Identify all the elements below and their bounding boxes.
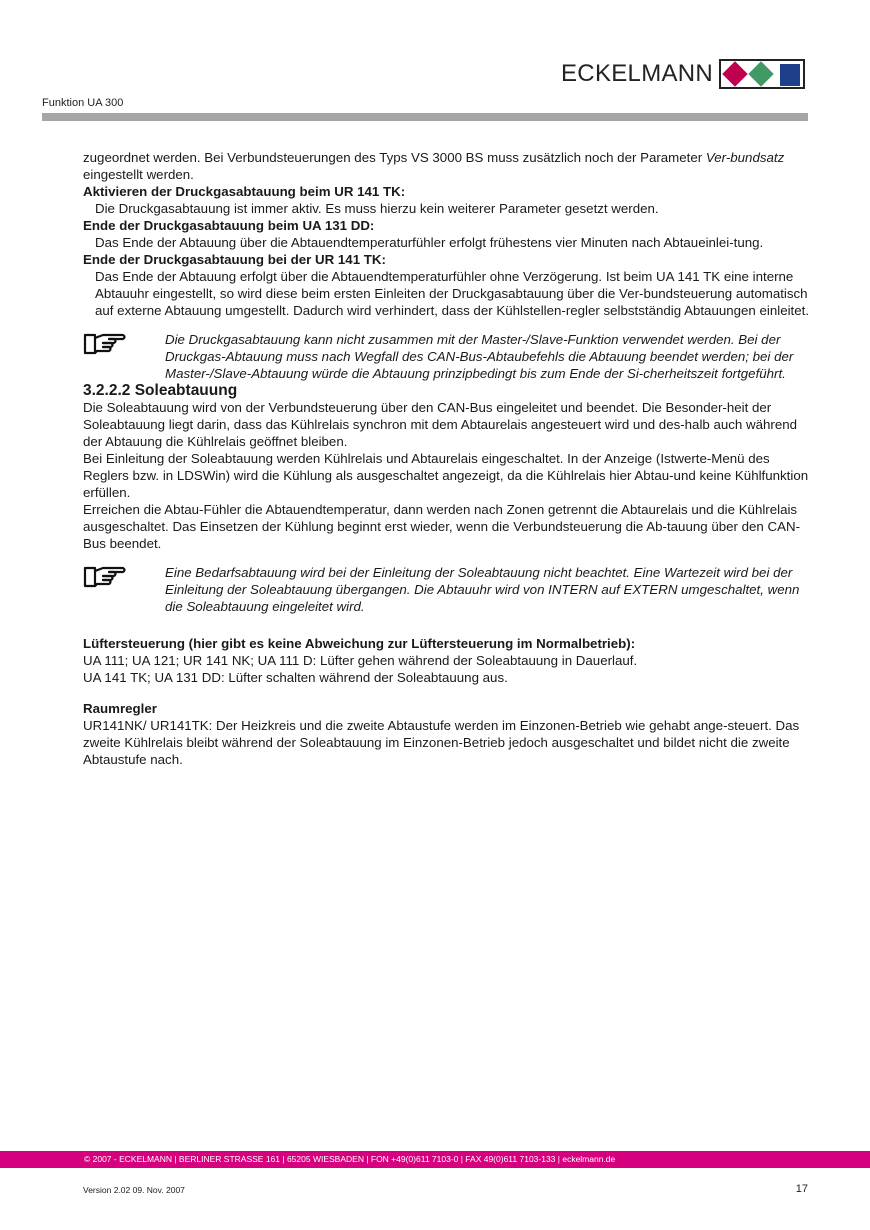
page-number: 17	[795, 1183, 808, 1195]
header-rule	[42, 113, 808, 121]
heading-activate: Aktivieren der Druckgasabtauung beim UR 141 TK:	[83, 184, 406, 199]
eckelmann-logo	[561, 59, 805, 89]
paragraph-sole-2: Bei Einleitung der Soleabtauung werden Kühlrelais und Abtaurelais eingeschaltet. In der Anzeige (Istwerte-Menü des Reglers bzw. in LDSWin) wird die Kühlung als ausgeschaltet angezeigt, da die Kühlrelais hier Abtau-und keine Kühlfunktion erfüllen.	[83, 451, 809, 500]
footer-bar	[0, 1151, 870, 1168]
logo-squares-icon	[719, 59, 805, 89]
paragraph-end-ur141: Das Ende der Abtauung erfolgt über die Abtauendtemperaturfühler ohne Verzögerung. Ist beim UA 141 TK eine interne Abtauuhr eingestellt, so wird diese beim ersten Einleiten der Druckgasabtauung über die Ver-bundsteuerung automatisch auf externe Abtauung umgestellt. Dadurch wird verhindert, dass der Kühlstellen-regler selbstständig Abtauungen einleitet.	[95, 269, 810, 318]
section-title: 3.2.2.2 Soleabtauung	[83, 382, 238, 399]
paragraph-end-ua131: Das Ende der Abtauung über die Abtauendtemperaturfühler erfolgt frühestens vier Minuten nach Abtaueinlei-tung.	[95, 235, 764, 250]
note-text-1: Die Druckgasabtauung kann nicht zusammen mit der Master-/Slave-Funktion verwendet werden. Bei der Druckgas-Abtauung muss nach Wegfall des CAN-Bus-Abtaubefehls die Abtauung beendet werden; bei der Master-/Slave-Abtauung würde die Abtauung prinzipbedingt bis zum Ende der Si-cherheitszeit fortgeführt.	[165, 332, 794, 381]
paragraph-sole-1: Die Soleabtauung wird von der Verbundsteuerung über den CAN-Bus eingeleitet und beendet. Die Besonder-heit der Soleabtauung liegt darin, dass das Kühlrelais synchron mit dem Abtaurelais angesteuert wird und des-halb auch während der Abtauung die Kühlrelais geöffnet bleiben.	[83, 400, 798, 449]
document-label: Funktion UA 300	[42, 97, 124, 109]
heading-fan-control: Lüftersteuerung (hier gibt es keine Abweichung zur Lüftersteuerung im Normalbetrieb):	[83, 636, 636, 651]
paragraph-activate: Die Druckgasabtauung ist immer aktiv. Es muss hierzu kein weiterer Parameter gesetzt werden.	[95, 201, 659, 216]
logo-green-square	[748, 61, 773, 86]
page-content	[83, 149, 813, 768]
heading-end-ua131: Ende der Druckgasabtauung beim UA 131 DD:	[83, 218, 375, 233]
footer-copyright: © 2007 - ECKELMANN | BERLINER STRASSE 161 | 65205 WIESBADEN | FON +49(0)611 7103-0 | FAX 49(0)611 7103-133 | eckelmann.de	[84, 1154, 616, 1164]
paragraph-sole-3: Erreichen die Abtau-Fühler die Abtauendtemperatur, dann werden nach Zonen getrennt die Abtaurelais und die Kühlrelais ausgeschaltet. Das Einsetzen der Kühlung beginnt erst wieder, wenn die Verbundsteuerung die Ab-tauung über den CAN-Bus beendet.	[83, 502, 801, 551]
pointing-hand-icon	[83, 564, 165, 615]
paragraph-fan-1: UA 111; UA 121; UR 141 NK; UA 111 D: Lüfter gehen während der Soleabtauung in Dauerlauf.	[83, 653, 638, 668]
note-block-2	[83, 564, 813, 615]
heading-room-controller: Raumregler	[83, 701, 157, 716]
logo-red-square	[722, 61, 747, 86]
pointing-hand-icon	[83, 331, 165, 382]
intro-paragraph: zugeordnet werden. Bei Verbundsteuerungen des Typs VS 3000 BS muss zusätzlich noch der Parameter Ver-bundsatz eingestellt werden.	[83, 150, 785, 182]
version-info: Version 2.02 09. Nov. 2007	[83, 1185, 185, 1195]
logo-wordmark: ECKELMANN	[561, 60, 714, 87]
logo-blue-square	[780, 64, 800, 86]
paragraph-room-controller: UR141NK/ UR141TK: Der Heizkreis und die zweite Abtaustufe werden im Einzonen-Betrieb wie gehabt ange-steuert. Das zweite Kühlrelais bleibt während der Soleabtauung im Einzonen-Betrieb jedoch ausgeschaltet und bildet nicht die zweite Abtaustufe nach.	[83, 718, 800, 767]
paragraph-fan-2: UA 141 TK; UA 131 DD: Lüfter schalten während der Soleabtauung aus.	[83, 670, 508, 685]
note-text-2: Eine Bedarfsabtauung wird bei der Einleitung der Soleabtauung nicht beachtet. Eine Wartezeit wird bei der Einleitung der Soleabtauung übergangen. Die Abtauuhr wird von INTERN auf EXTERN umgeschaltet, wenn die Soleabtauung eingeleitet wird.	[165, 565, 800, 614]
note-block-1	[83, 331, 813, 382]
heading-end-ur141: Ende der Druckgasabtauung bei der UR 141 TK:	[83, 252, 386, 267]
